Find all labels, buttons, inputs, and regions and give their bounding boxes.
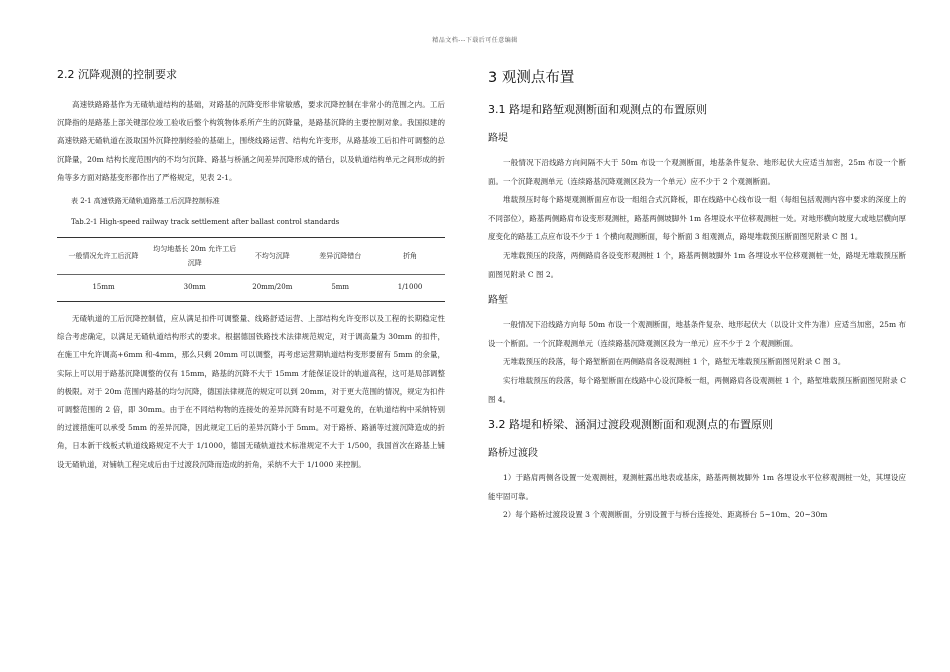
table-row: [57, 275, 445, 302]
left-column: [57, 66, 445, 474]
paragraph-embankment-1: 一般情况下沿线路方向间隔不大于 50m 布设一个观测断面，地基条件复杂、地形起伏大应适当加密，25m 布设一个断面。一个沉降观测单元（连续路基沉降观测区段为一个单元）应不少于 2 个观测断面。: [488, 158, 906, 186]
paragraph-bridge-1: 1）于路肩两侧各设置一处观测桩，观测桩露出地表或基床，路基两侧坡脚外 1m 各埋设水平位移观测桩一处，其埋设应能牢固可靠。: [488, 473, 906, 501]
subheading-embankment: 路堤: [488, 133, 508, 144]
table-header-cell: 差异沉降错台: [319, 252, 362, 261]
table-cell: 15mm: [92, 283, 115, 292]
section-2-2-heading: 2.2 沉降观测的控制要求: [57, 68, 177, 81]
chapter-3-heading: 3 观测点布置: [488, 70, 575, 86]
section-3-2-heading: 3.2 路堤和桥梁、涵洞过渡段观测断面和观测点的布置原则: [488, 418, 773, 432]
table-cell: 1/1000: [397, 283, 423, 292]
paragraph-cutting-1: 一般情况下沿线路方向每 50m 布设一个观测断面，地基条件复杂、地形起伏大（以设计文件为准）应适当加密，25m 布设一个断面。一个沉降观测单元（连续路基沉降观测区段为一单元）应不少于 2 个观测断面。: [488, 320, 906, 348]
section-3-1-heading: 3.1 路堤和路堑观测断面和观测点的布置原则: [488, 103, 707, 116]
table-header-cell: 折角: [403, 252, 418, 261]
subheading-bridge-transition: 路桥过渡段: [488, 448, 538, 460]
paragraph-control-intro: 高速铁路路基作为无碴轨道结构的基础，对路基的沉降变形非常敏感，要求沉降控制在非常小的范围之内。工后沉降指的是路基上部关键部位竣工验收后整个构筑物体系所产生的沉降量，是路基沉降的主要控制对象。我国拟建的高速铁路无碴轨道在汲取国外沉降控制经验的基础上，围绕线路运营、结构允许变形，从路基竣工后扣件可调整的总沉降量，20m 结构长度范围内的不均匀沉降、路基与桥涵之间差异沉降形成的错台，以及轨道结构单元之间形成的折角等多方面对路基变形都作出了严格规定，见表 2-1。: [57, 100, 445, 182]
paragraph-cutting-2: 无堆载预压的段落，每个路堑断面在两侧路肩各设观测桩 1 个，路堑无堆载预压断面图见附录 C 图 3。: [503, 357, 846, 367]
paragraph-cutting-3: 实行堆载预压的段落，每个路堑断面在线路中心设沉降板一组，两侧路肩各设观测桩 1 个，路堑堆载预压断面图见附录 C 图 4。: [488, 375, 906, 404]
paragraph-embankment-3: 无堆载预压的段落，两侧路肩各设变形观测桩 1 个，路基两侧坡脚外 1m 各埋设水平位移观测桩一处，路堤无堆载预压断面图见附录 C 图 2。: [488, 250, 906, 279]
table-header-row: [57, 238, 445, 275]
right-column: [488, 66, 906, 525]
paragraph-bridge-2: 2）每个路桥过渡段设置 3 个观测断面，分别设置于与桥台连接处、距离桥台 5~10m、20~30m: [503, 510, 828, 520]
paragraph-control-values: 无碴轨道的工后沉降控制值，应从满足扣件可调整量、线路舒适运营、上部结构允许变形以及工程的长期稳定性综合考虑确定，以满足无碴轨道结构形式的要求。根据德国铁路技术法律规范规定，对于调高量为 30mm 的扣件，在施工中允许调高+6mm 和-4mm，那么只剩 20mm 可以调整，再考虑运营期轨道结构变形要留有 5mm 的余量，实际上可以用于路基沉降调整的仅有 15mm，路基的沉降不大于 15mm 才能保证设计的轨道高程，这可是局部调整的极限。对于 20m 范围内路基的均匀沉降，德国法律规范的规定可以到 20mm，对于更大范围的情况，规定为扣件可调整范围的 2 倍，即 30mm。由于在不同结构物的连接处的差异沉降有时是不可避免的，在轨道结构中采纳特别的过渡措施可以承受 5mm 的差异沉降，因此规定工后的差异沉降小于 5mm。对于路桥、路涵等过渡沉降造成的折角，日本新干线板式轨道线路规定不大于 1/1000，德国无碴轨道技术标准规定不大于 1/500，我国首次在路基上铺设无碴轨道，对铺轨工程完成后由于过渡段沉降而造成的折角，采纳不大于 1/1000 来控制。: [57, 314, 445, 469]
table-caption-en: Tab.2-1 High-speed railway track settlement after ballast control standards: [71, 218, 340, 227]
subheading-cutting: 路堑: [488, 295, 508, 307]
paragraph-embankment-2: 堆载预压时每个路堤观测断面应布设一组组合式沉降板，即在线路中心线布设一组（每组包括观测内容中要求的深度上的不同部位），路基两侧路肩布设变形观测桩，路基两侧坡脚外 1m 各埋设水平位移观测桩一处。对地形横向坡度大或地层横向厚度变化的路基工点应布设不少于 1 个横向观测断面，每个断面 3 组观测点，路堤堆载预压断面图见附录 C 图 1。: [488, 195, 906, 242]
table-cell: 30mm: [183, 283, 206, 292]
page-header: 精品文档---下载后可任意编辑: [432, 37, 518, 44]
table-header-cell: 一般情况允许工后沉降: [68, 252, 139, 261]
table-header-cell: 均匀地基长 20m 允许工后沉降: [153, 245, 237, 268]
table-cell: 20mm/20m: [252, 283, 293, 292]
table-caption-cn: 表 2-1 高速铁路无碴轨道路基工后沉降控制标准: [71, 197, 220, 206]
settlement-standards-table: [57, 237, 445, 302]
table-header-cell: 不均匀沉降: [254, 252, 290, 261]
table-cell: 5mm: [331, 283, 350, 292]
